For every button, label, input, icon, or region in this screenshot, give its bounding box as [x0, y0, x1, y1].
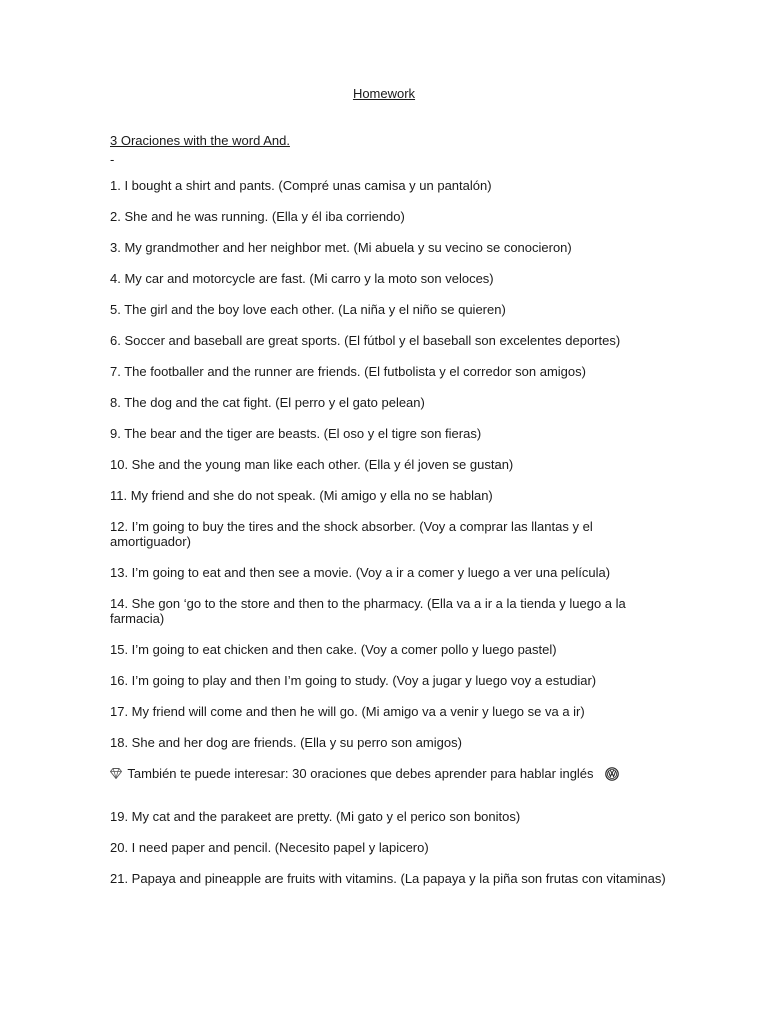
sentence-2: 2. She and he was running. (Ella y él iba corriendo): [110, 209, 405, 224]
related-article-link[interactable]: [110, 766, 670, 781]
sentence-3: 3. My grandmother and her neighbor met. (Mi abuela y su vecino se conocieron): [110, 240, 572, 255]
sentence-7: 7. The footballer and the runner are friends. (El futbolista y el corredor son amigos): [110, 364, 586, 379]
sentence-18: 18. She and her dog are friends. (Ella y su perro son amigos): [110, 735, 462, 750]
sentence-20: 20. I need paper and pencil. (Necesito papel y lapicero): [110, 840, 429, 855]
sentence-list: [110, 178, 670, 886]
sentence-4: 4. My car and motorcycle are fast. (Mi carro y la moto son veloces): [110, 271, 494, 286]
sentence-19: 19. My cat and the parakeet are pretty. (Mi gato y el perico son bonitos): [110, 809, 521, 824]
sentence-11: 11. My friend and she do not speak. (Mi amigo y ella no se hablan): [110, 488, 493, 503]
sentence-13: 13. I’m going to eat and then see a movie. (Voy a ir a comer y luego a ver una película): [110, 565, 611, 580]
sentence-17: 17. My friend will come and then he will go. (Mi amigo va a venir y luego se va a ir): [110, 704, 585, 719]
section-subtitle: 3 Oraciones with the word And.: [110, 133, 290, 148]
sentence-15: 15. I’m going to eat chicken and then cake. (Voy a comer pollo y luego pastel): [110, 642, 557, 657]
sentence-14: 14. She gon ‘go to the store and then to the pharmacy. (Ella va a ir a la tienda y luego a la farmacia): [110, 596, 626, 626]
sentence-9: 9. The bear and the tiger are beasts. (El oso y el tigre son fieras): [110, 426, 482, 441]
sentence-21: 21. Papaya and pineapple are fruits with vitamins. (La papaya y la piña son frutas con vitaminas): [110, 871, 666, 886]
gem-icon: [110, 767, 122, 778]
sentence-12: 12. I’m going to buy the tires and the shock absorber. (Voy a comprar las llantas y el amortiguador): [110, 519, 593, 549]
sentence-1: 1. I bought a shirt and pants. (Compré unas camisa y un pantalón): [110, 178, 492, 193]
page-title: Homework: [352, 86, 416, 101]
vw-logo-icon: [605, 767, 619, 781]
sentence-8: 8. The dog and the cat fight. (El perro y el gato pelean): [110, 395, 425, 410]
sentence-5: 5. The girl and the boy love each other. (La niña y el niño se quieren): [110, 302, 506, 317]
sentence-6: 6. Soccer and baseball are great sports. (El fútbol y el baseball son excelentes deportes): [110, 333, 621, 348]
related-article-text: También te puede interesar: 30 oraciones que debes aprender para hablar inglés: [127, 766, 594, 781]
sentence-16: 16. I’m going to play and then I’m going to study. (Voy a jugar y luego voy a estudiar): [110, 673, 597, 688]
dash-marker: -: [110, 152, 115, 167]
sentence-10: 10. She and the young man like each other. (Ella y él joven se gustan): [110, 457, 514, 472]
